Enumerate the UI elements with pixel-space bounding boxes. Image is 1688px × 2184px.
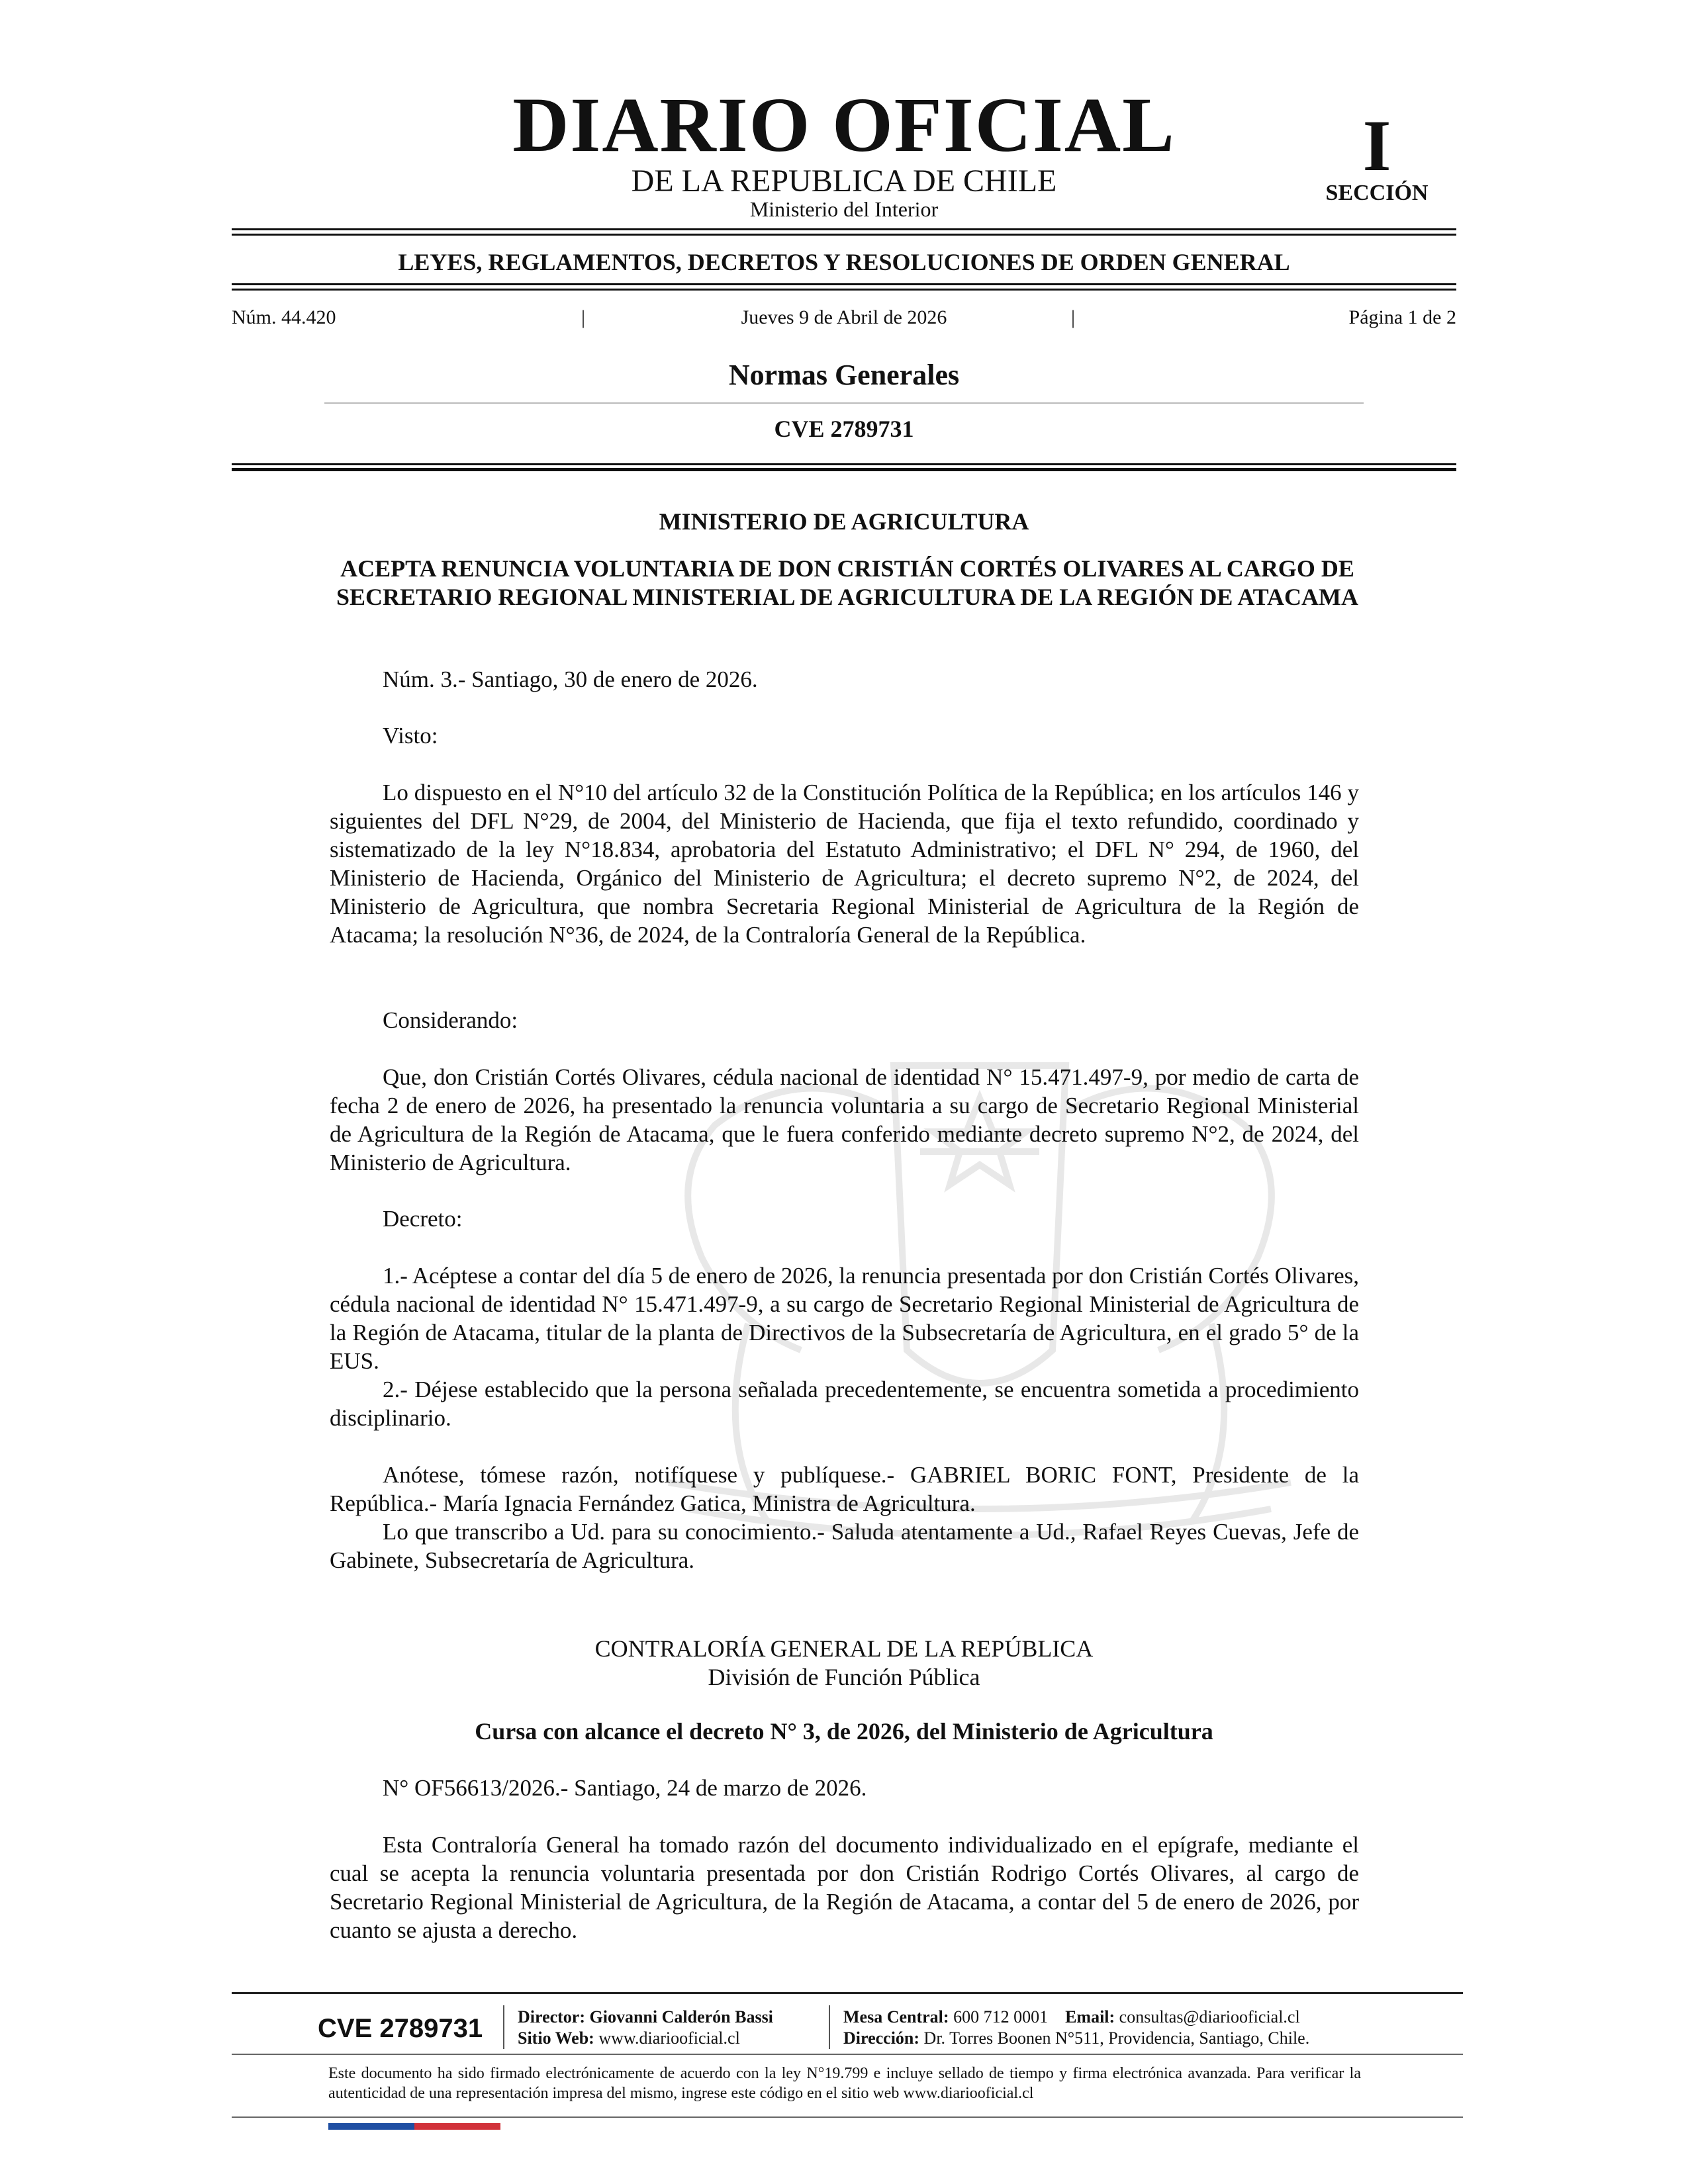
contraloria-number-line: N° OF56613/2026.- Santiago, 24 de marzo de 2026. [383, 1775, 867, 1801]
header-rule-mid-2 [232, 289, 1456, 291]
footer-director-line [518, 2007, 773, 2028]
footer-email-link[interactable]: consultas@diariooficial.cl [1119, 2007, 1300, 2026]
page-number: Página 1 de 2 [1348, 306, 1456, 328]
footer-separator-2 [829, 2005, 830, 2049]
footer-director-block [518, 2007, 773, 2049]
contraloria-division: División de Función Pública [708, 1664, 980, 1690]
header-rule-top-1 [232, 228, 1456, 230]
footer-director-label: Director: [518, 2007, 586, 2026]
footer-separator-1 [503, 2005, 504, 2049]
article-2: 2.- Déjese establecido que la persona señalada precedentemente, se encuentra sometida a procedimiento disciplinario. [330, 1377, 1359, 1431]
footer-contact-block [843, 2007, 1309, 2049]
considerando-paragraph: Que, don Cristián Cortés Olivares, cédula nacional de identidad N° 15.471.497-9, por medio de carta de fecha 2 de enero de 2026, ha presentado la renuncia voluntaria a su cargo de Secretario Regional Ministerial de Agricultura de la Región de Atacama, que le fuera conferido mediante decreto supremo N°2, de 2024, del Ministerio de Agricultura. [330, 1064, 1359, 1175]
footer-phone-label: Mesa Central: [843, 2007, 949, 2026]
footer-contact-line [843, 2007, 1309, 2028]
masthead-title: DIARIO OFICIAL [512, 81, 1176, 168]
footer-cve-code: CVE 2789731 [318, 2014, 483, 2043]
decreto-label: Decreto: [383, 1206, 463, 1232]
section-label: SECCIÓN [1325, 181, 1429, 205]
contraloria-name: CONTRALORÍA GENERAL DE LA REPÚBLICA [594, 1635, 1094, 1662]
header-rule-bottom-2 [232, 468, 1456, 471]
footer-rule-top [232, 1992, 1463, 1994]
meta-separator-1: | [581, 306, 586, 328]
footer-rule-mid [232, 2054, 1463, 2055]
header-rule-mid-1 [232, 283, 1456, 285]
footer-site-label: Sitio Web: [518, 2028, 594, 2048]
footer-address-line [843, 2028, 1309, 2049]
issue-date: Jueves 9 de Abril de 2026 [741, 306, 947, 328]
signature-paragraph: Anótese, tómese razón, notifíquese y publíquese.- GABRIEL BORIC FONT, Presidente de la República.- María Ignacia Fernández Gatica, Ministra de Agricultura. [330, 1462, 1359, 1516]
footer-director-name: Giovanni Calderón Bassi [589, 2007, 773, 2026]
meta-separator-2: | [1071, 306, 1076, 328]
flag-stripe-blue [328, 2123, 414, 2130]
footer-site-link[interactable]: www.diariooficial.cl [598, 2028, 740, 2048]
contraloria-paragraph: Esta Contraloría General ha tomado razón del documento individualizado en el epígrafe, mediante el cual se acepta la renuncia voluntaria presentada por don Cristián Rodrigo Cortés Olivares, al cargo de Secretario Regional Ministerial de Agricultura, de la Región de Atacama, a contar del 5 de enero de 2026, por cuanto se ajusta a derecho. [330, 1832, 1359, 1943]
footer-address-label: Dirección: [843, 2028, 920, 2048]
masthead-subtitle: DE LA REPUBLICA DE CHILE [631, 163, 1057, 199]
section-title: Normas Generales [728, 359, 960, 391]
article-1: 1.- Acéptese a contar del día 5 de enero de 2026, la renuncia presentada por don Cristián Cortés Olivares, cédula nacional de identidad N° 15.471.497-9, a su cargo de Secretario Regional Ministerial de Agricultura de la Región de Atacama, titular de la planta de Directivos de la Subsecretaría de Agricultura, en el grado 5° de la EUS. [330, 1263, 1359, 1374]
category-heading: LEYES, REGLAMENTOS, DECRETOS Y RESOLUCIONES DE ORDEN GENERAL [398, 249, 1290, 275]
contraloria-title: Cursa con alcance el decreto N° 3, de 2026, del Ministerio de Agricultura [475, 1718, 1213, 1745]
issue-number: Núm. 44.420 [232, 306, 336, 328]
issue-meta-row [232, 308, 1456, 330]
decree-ministry: MINISTERIO DE AGRICULTURA [659, 508, 1029, 535]
footer-email-label: Email: [1065, 2007, 1115, 2026]
section-title-rule [324, 402, 1364, 404]
flag-stripe-red [414, 2123, 500, 2130]
section-number: I [1362, 105, 1391, 186]
visto-paragraph: Lo dispuesto en el N°10 del artículo 32 de la Constitución Política de la República; en los artículos 146 y siguientes del DFL N°29, de 2004, del Ministerio de Hacienda, que fija el texto refundido, coordinado y sistematizado de la ley N°18.834, aprobatoria del Estatuto Administrativo; el DFL N° 294, de 1960, del Ministerio de Hacienda, Orgánico del Ministerio de Agricultura; el decreto supremo N°2, de 2024, del Ministerio de Agricultura, que nombra Secretaria Regional Ministerial de Agricultura de la Región de Atacama; la resolución N°36, de 2024, de la Contraloría General de la República. [330, 780, 1359, 948]
cve-code: CVE 2789731 [774, 416, 914, 442]
contraloria-block [0, 1635, 1688, 1692]
footer-legal-notice: Este documento ha sido firmado electrónicamente de acuerdo con la ley N°19.799 e incluye sellado de tiempo y firma electrónica avanzada. Para verificar la autenticidad de una representación impresa del mismo, ingrese este código en el sitio web www.diariooficial.cl [328, 2065, 1361, 2102]
decree-title: ACEPTA RENUNCIA VOLUNTARIA DE DON CRISTIÁN CORTÉS OLIVARES AL CARGO DE SECRETARIO REGIONAL MINISTERIAL DE AGRICULTURA DE LA REGIÓN DE ATACAMA [336, 555, 1358, 610]
footer-site-line [518, 2028, 773, 2049]
footer-phone: 600 712 0001 [953, 2007, 1049, 2026]
masthead-ministry: Ministerio del Interior [749, 197, 939, 221]
decree-number-line: Núm. 3.- Santiago, 30 de enero de 2026. [383, 666, 758, 692]
transcription-paragraph: Lo que transcribo a Ud. para su conocimiento.- Saluda atentamente a Ud., Rafael Reyes Cuevas, Jefe de Gabinete, Subsecretaría de Agricultura. [330, 1519, 1359, 1573]
header-rule-bottom-1 [232, 463, 1456, 465]
visto-label: Visto: [383, 723, 438, 749]
footer-address: Dr. Torres Boonen N°511, Providencia, Santiago, Chile. [923, 2028, 1310, 2048]
footer-rule-bottom [232, 2116, 1463, 2118]
considerando-label: Considerando: [383, 1007, 518, 1033]
header-rule-top-2 [232, 234, 1456, 236]
